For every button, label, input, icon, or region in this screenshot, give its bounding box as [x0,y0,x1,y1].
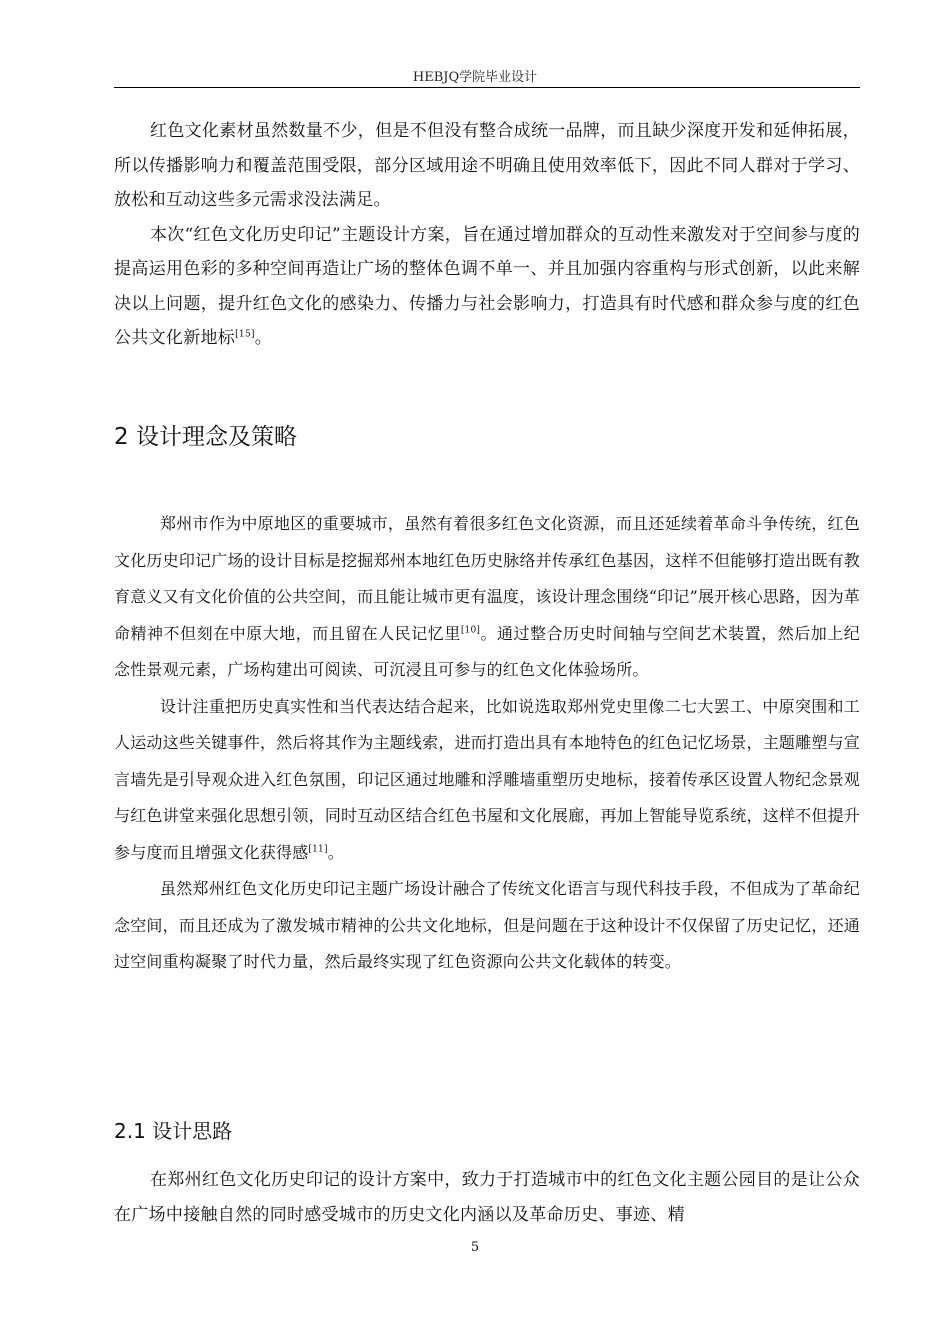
section-2-1-heading: 2.1 设计思路 [114,1119,233,1143]
intro-paragraph-1-text: 红色文化素材虽然数量不少，但是不但没有整合成统一品牌，而且缺少深度开发和延伸拓展，所以传播影响力和覆盖范围受限，部分区域用途不明确且使用效率低下，因此不同人群对于学习、放松和互动这些多元需求没法满足。 [114,121,860,210]
section-2-paragraph-2 [114,689,860,872]
section-2-paragraph-3-text: 虽然郑州红色文化历史印记主题广场设计融合了传统文化语言与现代科技手段，不但成为了革命纪念空间，而且还成为了激发城市精神的公共文化地标，但是问题在于这种设计不仅保留了历史记忆，还通过空间重构凝聚了时代力量，然后最终实现了红色资源向公共文化载体的转变。 [114,879,860,971]
section-2-1-paragraph-1-text: 在郑州红色文化历史印记的设计方案中，致力于打造城市中的红色文化主题公园目的是让公众在广场中接触自然的同时感受城市的历史文化内涵以及革命历史、事迹、精 [114,1170,860,1225]
citation-15: [15] [235,329,255,340]
intro-paragraph-1 [114,114,860,218]
section-2-paragraph-3 [114,871,860,981]
intro-paragraph-2-text: 本次“红色文化历史印记”主题设计方案，旨在通过增加群众的互动性来激发对于空间参与度的提高运用色彩的多种空间再造让广场的整体色调不单一、并且加强内容重构与形式创新，以此来解决以上问题，提升红色文化的感染力、传播力与社会影响力，打造具有时代感和群众参与度的红色公共文化新地标 [114,224,860,348]
running-header: HEBJQ学院毕业设计 [412,70,538,85]
section-2-paragraph-1-text: 郑州市作为中原地区的重要城市，虽然有着很多红色文化资源，而且还延续着革命斗争传统，红色文化历史印记广场的设计目标是挖掘郑州本地红色历史脉络并传承红色基因，这样不但能够打造出既有教育意义又有文化价值的公共空间，而且能让城市更有温度，该设计理念围绕“印记”展开核心思路，因为革命精神不但刻在中原大地，而且留在人民记忆里 [114,514,860,643]
header-divider [114,87,860,88]
intro-paragraph-2-end: 。 [254,328,273,348]
intro-paragraph-2 [114,218,860,356]
section-2-paragraph-1 [114,506,860,689]
page-number: 5 [470,1240,480,1255]
citation-11: [11] [308,844,328,855]
section-2-1-body [114,1163,860,1232]
section-2-paragraph-1-end: 。通过整合历史时间轴与空间艺术装置，然后加上纪念性景观元素，广场构建出可阅读、可沉浸且可参与的红色文化体验场所。 [114,623,860,679]
section-2-heading: 2 设计理念及策略 [114,424,297,450]
section-2-paragraph-2-text: 设计注重把历史真实性和当代表达结合起来，比如说选取郑州党史里像二七大罢工、中原突围和工人运动这些关键事件，然后将其作为主题线索，进而打造出具有本地特色的红色记忆场景，主题雕塑与宣言墙先是引导观众进入红色氛围，印记区通过地雕和浮雕墙重塑历史地标，接着传承区设置人物纪念景观与红色讲堂来强化思想引领，同时互动区结合红色书屋和文化展廊，再加上智能导览系统，这样不但提升参与度而且增强文化获得感 [114,696,860,862]
citation-10: [10] [460,625,481,636]
section-2-paragraph-2-end: 。 [327,842,344,862]
section-2-1-paragraph-1 [114,1163,860,1232]
intro-section [114,114,860,356]
section-2-body [114,506,860,981]
